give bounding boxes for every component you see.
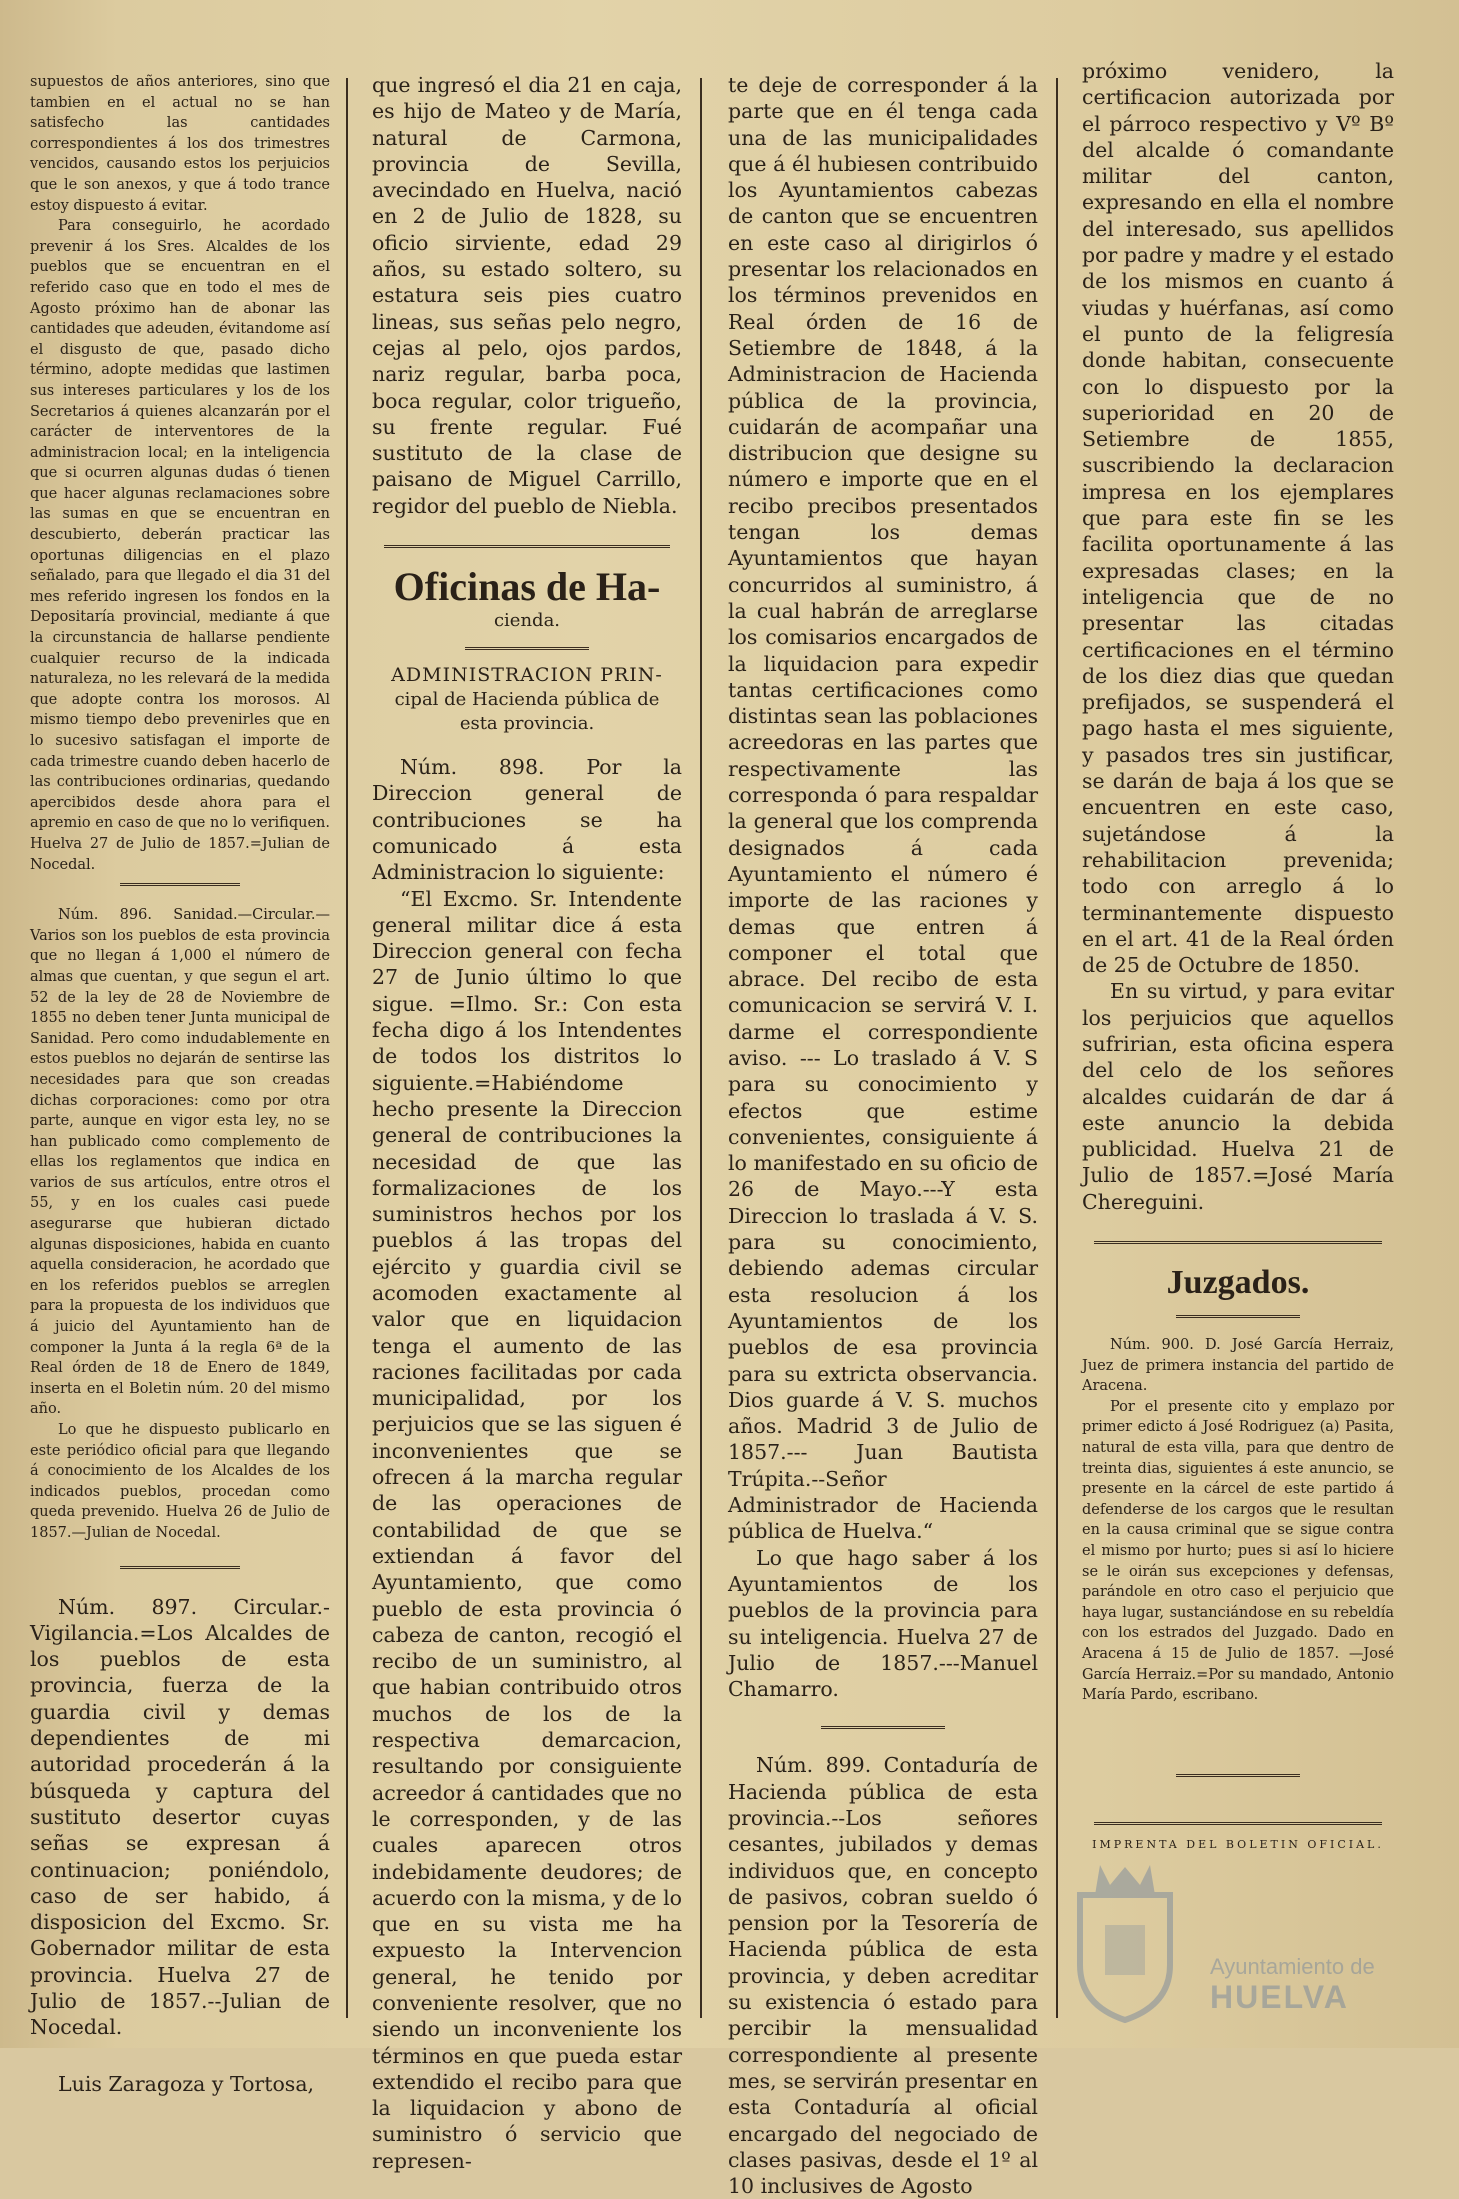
watermark [1060, 1855, 1420, 2035]
coat-of-arms-icon [1060, 1855, 1190, 2025]
watermark-line2: HUELVA [1210, 1979, 1349, 2015]
notice-900: Núm. 900. D. José García Herraiz, Juez de primera instancia del partido de Aracena. [1082, 1337, 1394, 1395]
notice-897: Núm. 897. Circular.-Vigilancia.=Los Alcaldes de los pueblos de esta provincia, fuerza de la guardia civil y demas dependientes de mi autoridad procederán á la búsqueda y captura del sustituto desertor cuyas señas se expresan á continuacion; poniéndolo, caso de ser habido, á disposicion del Excmo. Sr. Gobernador militar de esta provincia. Huelva 27 de Julio de 1857.--Julian de Nocedal. [30, 1594, 330, 2040]
separator [30, 1558, 330, 1576]
notice-896: Núm. 896. Sanidad.—Circular.— Varios son los pueblos de esta provincia que no llegan á 1,000 el número de almas que cuentan, y que segun el art. 52 de la ley de 28 de Noviembre de 1855 no deben tener Junta municipal de Sanidad. Pero como indudablemente en estos pueblos no dejarán de sentirse las necesidades para que son creadas dichas corporaciones: como por otra parte, aunque en vigor esta ley, no se han publicado como complemento de ellas los reglamentos que indica en varios de sus artículos, entre otros el 55, y en los cuales casi puede asegurarse que hubieran dictado algunas disposiciones, habida en cuanto aquella consideracion, he acordado que en los referidos pueblos se arreglen para la propuesta de los individuos que á juicio del Ayuntamiento han de componer la Junta á la regla 6ª de la Real órden de 18 de Enero de 1849, inserta en el Boletin núm. 20 del mismo año. [30, 907, 330, 1418]
paragraph: te deje de corresponder á la parte que en él tenga cada una de las municipalidades que á él hubiesen contribuido los Ayuntamientos cabezas de canton que se encuentren en este caso al dirigirlos ó presentar los relacionados en los términos prevenidos en Real órden de 16 de Setiembre de 1848, á la Administracion de Hacienda pública de la provincia, cuidarán de acompañar una distribucion que designe su número e importe que en el recibo precibos presentados tengan los demas Ayuntamientos que hayan concurridos al suministro, á la cual habrán de arreglarse los comisarios encargados de la liquidacion para expedir tantas certificaciones como distintas sean las poblaciones acreedoras en las partes que respectivamente las corresponda ó para respaldar la general que los comprenda designados á cada Ayuntamiento el número é importe de las raciones y demas que entren á componer el total que abrace. Del recibo de esta comunicacion se servirá V. I. darme el correspondiente aviso. --- Lo traslado á V. S para su conocimiento y efectos que estime convenientes, consiguiente á lo manifestado en su oficio de 26 de Mayo.---Y esta Direccion lo traslada á V. S. para su conocimiento, debiendo ademas circular esta resolucion á los Ayuntamientos de los pueblos de esa provincia para su extricta observancia. Dios guarde á V. S. muchos años. Madrid 3 de Julio de 1857.--- Juan Bautista Trúpita.--Señor Administrador de Hacienda pública de Huelva.“ [728, 73, 1038, 1544]
column-rule [1056, 78, 1058, 2018]
separator [1082, 1233, 1394, 1251]
separator [372, 537, 682, 555]
paragraph: Lo que hago saber á los Ayuntamientos de los pueblos de la provincia para su inteligencia. Huelva 27 de Julio de 1857.---Manuel Chamarro. [728, 1545, 1038, 1702]
column-rule [346, 78, 348, 2018]
separator [30, 875, 330, 893]
column-4 [1082, 58, 1394, 2028]
paragraph: Lo que he dispuesto publicarlo en este periódico oficial para que llegando á conocimiento de los Alcaldes de los indicados pueblos, procedan como queda prevenido. Huelva 26 de Julio de 1857.—Julian de Nocedal. [30, 1422, 330, 1541]
paragraph: que ingresó el dia 21 en caja, es hijo de Mateo y de María, natural de Carmona, provincia de Sevilla, avecindado en Huelva, nació en 2 de Julio de 1828, su oficio sirviente, edad 29 años, su estado soltero, su estatura seis pies cuatro lineas, sus señas pelo negro, cejas al pelo, ojos pardos, nariz regular, barba poca, boca regular, color trigueño, su frente regular. Fué sustituto de la clase de paisano de Miguel Carrillo, regidor del pueblo de Niebla. [372, 73, 682, 518]
paragraph: “El Excmo. Sr. Intendente general militar dice á esta Direccion general con fecha 27 de Junio último lo que sigue. =Ilmo. Sr.: Con esta fecha digo á los Intendentes de todos los distritos lo siguiente.=Habiéndome hecho presente la Direccion general de contribuciones la necesidad de que las formalizaciones de los suministros hechos por los pueblos á las tropas del ejército y guardia civil se acomoden exactamente al valor que en liquidacion tenga el aumento de las raciones facilitadas por cada municipalidad, por los perjuicios que se las siguen é inconvenientes que se ofrecen á la marcha regular de las operaciones de contabilidad de que se extiendan á favor del Ayuntamiento, que como pueblo de esta provincia ó cabeza de canton, recogió el recibo de un suministro, al que habian contribuido otros muchos de los de la respectiva demarcacion, resultando por consiguiente acreedor á cantidades que no le corresponden, y de las cuales aparecen otros indebidamente deudores; de acuerdo con la misma, y de lo que en su vista me ha expuesto la Intervencion general, he tenido por conveniente resolver, que no siendo un inconveniente los términos en que pueda estar extendido el recibo para que la liquidacion y abono de suministro ó servicio que represen- [372, 886, 682, 2173]
section-subheading-cont: cipal de Hacienda pública de esta provincia. [394, 689, 660, 735]
section-heading-cont: cienda. [493, 610, 561, 632]
section-subheading: ADMINISTRACION PRIN- [391, 664, 663, 687]
column-rule [700, 78, 702, 2018]
notice-899: Núm. 899. Contaduría de Hacienda pública de esta provincia.--Los señores cesantes, jubilados y demas individuos que, en concepto de pasivos, cobran sueldo ó pension por la Tesorería de Hacienda pública de esta provincia, y deben acreditar su existencia ó estado para percibir la mensualidad correspondiente al presente mes, se servirán presentar en esta Contaduría al oficial encargado del negociado de clases pasivas, desde el 1º al 10 inclusives de Agosto [728, 1753, 1038, 2199]
paragraph: En su virtud, y para evitar los perjuicios que aquellos sufririan, esta oficina espera del celo de los señores alcaldes cuidarán de dar á este anuncio la debida publicidad. Huelva 21 de Julio de 1857.=José María Chereguini. [1082, 979, 1394, 1214]
separator [1082, 1307, 1394, 1325]
paragraph: Por el presente cito y emplazo por primer edicto á José Rodriguez (a) Pasita, natural de esta villa, para que dentro de treinta dias, siguientes á este anuncio, se presente en la cárcel de este partido á defenderse de los cargos que le resultan en la causa criminal que se sigue contra el mismo por hurto; pues si así lo hiciere se le oirán sus excepciones y defensas, parándole en otro caso el perjuicio que haya lugar, sustanciándose en su rebeldía con los estrados del Juzgado. Dado en Aracena á 15 de Julio de 1857. —José García Herraiz.=Por su mandado, Antonio María Pardo, escribano. [1082, 1398, 1394, 1704]
separator [372, 639, 682, 657]
paragraph: Luis Zaragoza y Tortosa, [58, 2071, 315, 2096]
column-2 [372, 72, 682, 2173]
separator [1082, 1814, 1394, 1832]
separator [728, 1718, 1038, 1736]
paragraph: supuestos de años anteriores, sino que tambien en el actual no se han satisfecho las cantidades correspondientes á los dos trimestres vencidos, causando estos los perjuicios que le son anexos, y que á todo trance estoy dispuesto á evitar. [30, 74, 330, 214]
notice-898: Núm. 898. Por la Direccion general de contribuciones se ha comunicado á esta Administracion lo siguiente: [372, 755, 682, 885]
imprint-line: IMPRENTA DEL BOLETIN OFICIAL. [1092, 1837, 1384, 1851]
paragraph: Para conseguirlo, he acordado prevenir á los Sres. Alcaldes de los pueblos que se encuentran en el referido caso que en todo el mes de Agosto próximo han de abonar las cantidades que adeuden, évitandome así el disgusto de que, pasado dicho término, adopte medidas que lastimen sus intereses particulares y los de los Secretarios á quienes alcanzarán por el carácter de interventores de la administracion local; en la inteligencia que si ocurren algunas dudas ó tienen que hacer algunas reclamaciones sobre las sumas en que se encuentran en descubierto, deberán practicar las oportunas diligencias en el plazo señalado, para que llegado el dia 31 del mes referido ingresen los fondos en la Depositaría provincial, mediante á que la circunstancia de hallarse pendiente cualquier recurso de la indicada naturaleza, no les relevará de la medida que adopte contra los morosos. Al mismo tiempo debo prevenirles que en lo sucesivo satisfagan el importe de cada trimestre cuando deben hacerlo de las contribuciones ordinarias, quedando apercibidos desde ahora para el apremio en caso de que no lo verifiquen. Huelva 27 de Julio de 1857.=Julian de Nocedal. [30, 218, 330, 873]
column-1 [30, 72, 330, 2096]
section-heading: Oficinas de Ha- [393, 564, 661, 610]
watermark-line1: Ayuntamiento de [1210, 1954, 1375, 1979]
separator [1082, 1766, 1394, 1784]
section-heading: Juzgados. [1166, 1264, 1310, 1302]
paragraph: próximo venidero, la certificacion autorizada por el párroco respectivo y Vº Bº del alcalde ó comandante militar del canton, expresando en ella el nombre del interesado, sus apellidos por padre y madre y el estado de los mismos en cuanto á viudas y huérfanas, así como el punto de la feligresía donde habitan, consecuente con lo dispuesto por la superioridad en 20 de Setiembre de 1855, suscribiendo la declaracion impresa en los ejemplares que para este fin se les facilita oportunamente á las expresadas clases; en la inteligencia que de no presentar las citadas certificaciones en el término de los diez dias que quedan prefijados, se suspenderá el pago hasta el mes siguiente, y pasados tres sin justificar, se darán de baja á los que se encuentren en este caso, sujetándose á la rehabilitacion prevenida; todo con arreglo á lo terminantemente dispuesto en el art. 41 de la Real órden de 25 de Octubre de 1850. [1082, 59, 1394, 978]
column-3 [728, 72, 1038, 2199]
